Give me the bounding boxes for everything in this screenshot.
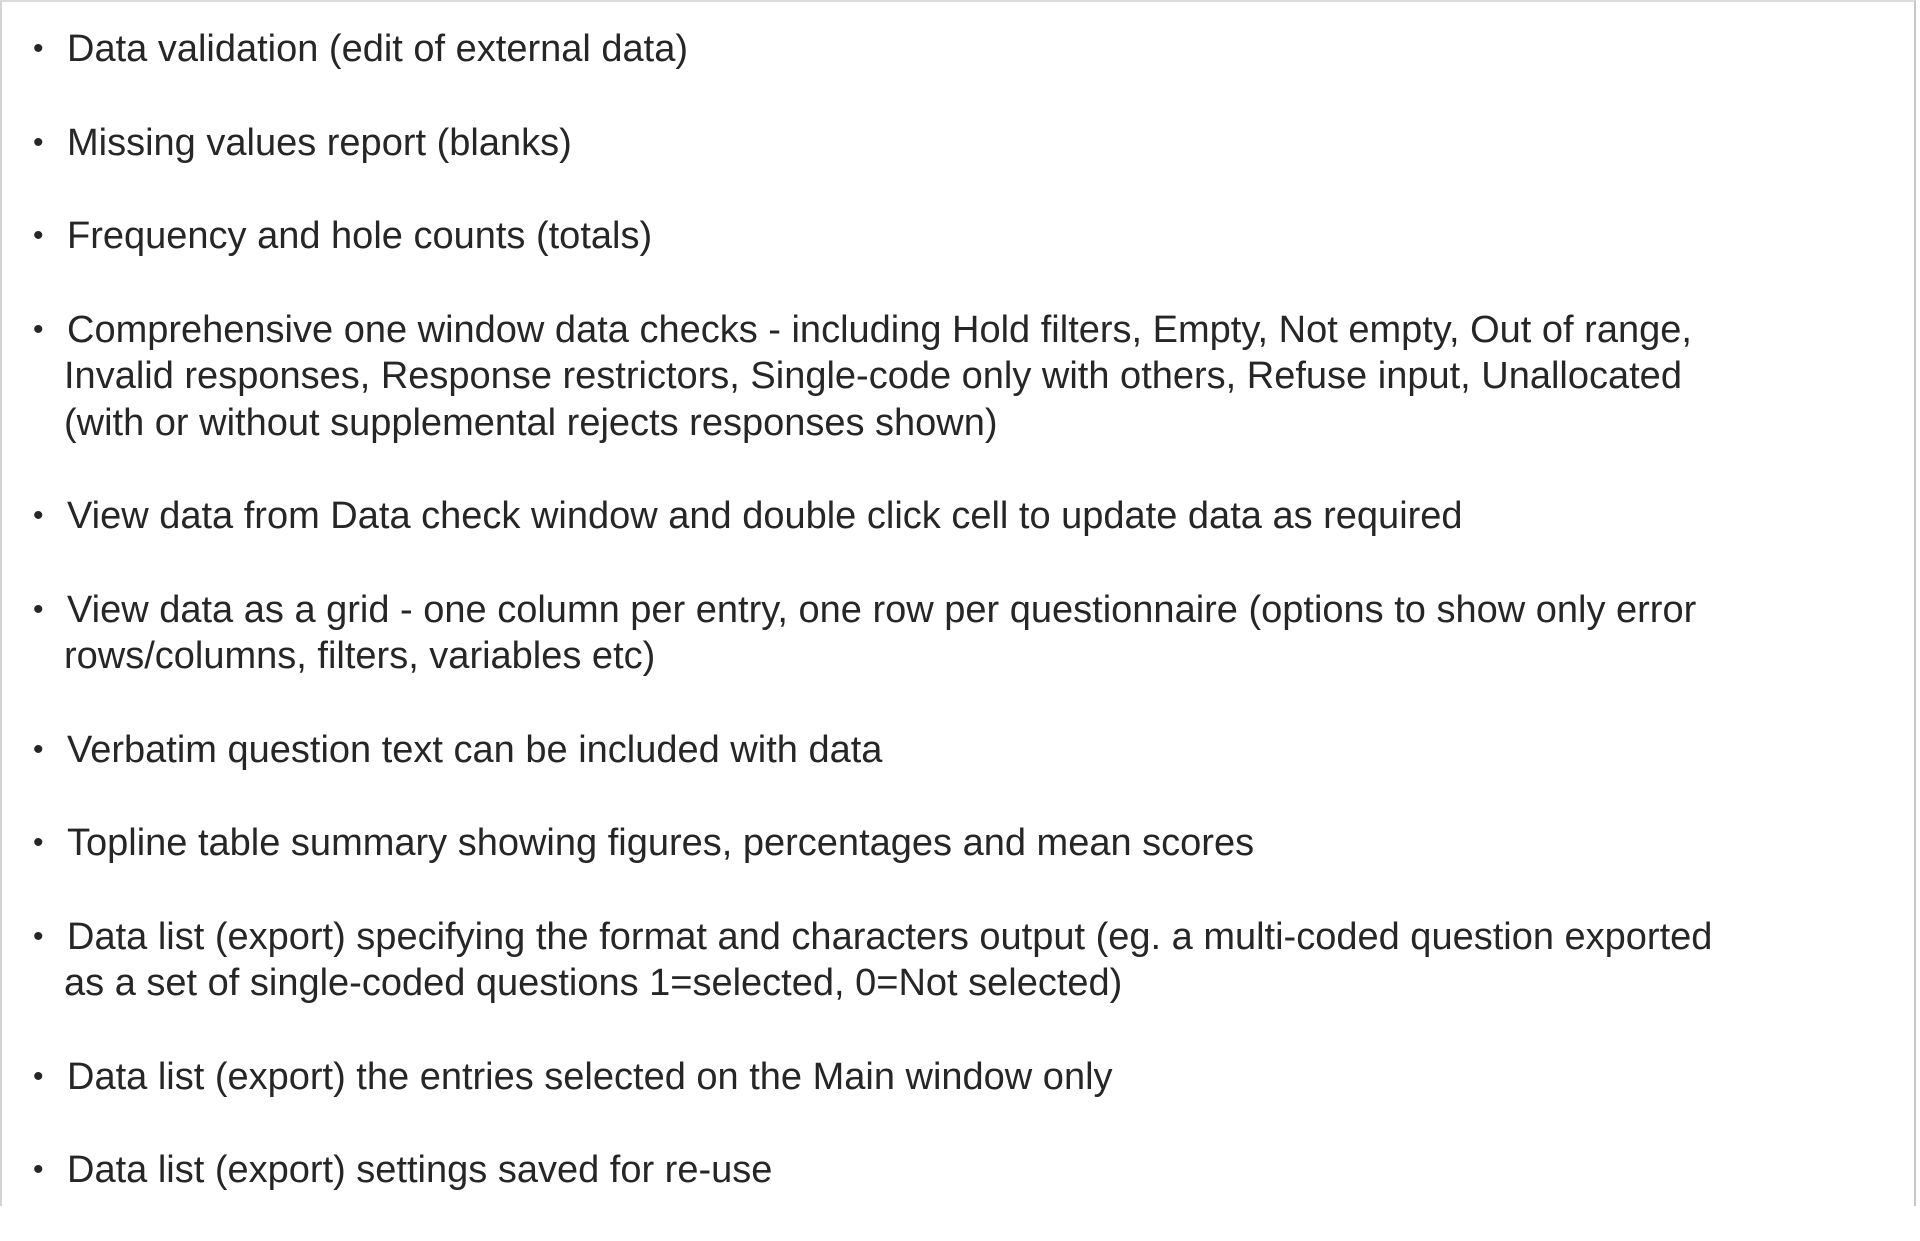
bullet-item xyxy=(0,727,1910,774)
bullet-text-line: Frequency and hole counts (totals) xyxy=(67,215,653,257)
bullet-text-line: Invalid responses, Response restrictors, Single-code only with others, Refuse input, Unallocated xyxy=(64,355,1682,397)
bullet-item xyxy=(0,914,1910,1007)
bullet-dot-icon: • xyxy=(33,732,44,766)
bullet-text-line: Data validation (edit of external data) xyxy=(67,28,689,70)
bullet-dot-icon: • xyxy=(33,32,44,65)
bullet-dot-icon: • xyxy=(33,312,44,346)
bullet-text-line: Comprehensive one window data checks - including Hold filters, Empty, Not empty, Out of range, xyxy=(67,308,1692,351)
bullet-dot-icon: • xyxy=(33,125,44,159)
bullet-text-line: Data list (export) specifying the format and characters output (eg. a multi-coded question exported xyxy=(67,915,1713,958)
bullet-dot-icon: • xyxy=(33,1059,44,1093)
bullet-item xyxy=(0,1147,1910,1194)
bullet-item xyxy=(0,120,1910,167)
bullet-dot-icon: • xyxy=(33,219,44,252)
bullet-item xyxy=(0,307,1910,447)
bullet-text-line: as a set of single-coded questions 1=selected, 0=Not selected) xyxy=(64,962,1123,1004)
bullet-item xyxy=(0,587,1910,680)
bullet-text-line: (with or without supplemental rejects responses shown) xyxy=(64,401,998,444)
bullet-item xyxy=(0,26,1910,73)
bullet-item xyxy=(0,493,1910,540)
bullet-text-line: rows/columns, filters, variables etc) xyxy=(64,635,656,677)
bullet-dot-icon: • xyxy=(33,592,44,626)
bullet-text-line: Data list (export) the entries selected on the Main window only xyxy=(67,1055,1113,1098)
bullet-text-line: Missing values report (blanks) xyxy=(67,121,572,164)
bullet-dot-icon: • xyxy=(33,919,44,953)
bullet-text-line: Topline table summary showing figures, percentages and mean scores xyxy=(67,822,1255,864)
bullet-text-line: View data from Data check window and double click cell to update data as required xyxy=(67,495,1463,537)
bullet-item xyxy=(0,1054,1910,1101)
bullet-dot-icon: • xyxy=(33,1153,44,1186)
bullet-text-line: View data as a grid - one column per entry, one row per questionnaire (options to show only error xyxy=(67,588,1697,631)
bullet-dot-icon: • xyxy=(33,499,44,532)
bullet-item xyxy=(0,820,1910,867)
bullet-text-line: Data list (export) settings saved for re-use xyxy=(67,1149,773,1191)
bullet-dot-icon: • xyxy=(33,826,44,859)
bullet-item xyxy=(0,213,1910,260)
bullet-text-line: Verbatim question text can be included with data xyxy=(67,728,883,771)
